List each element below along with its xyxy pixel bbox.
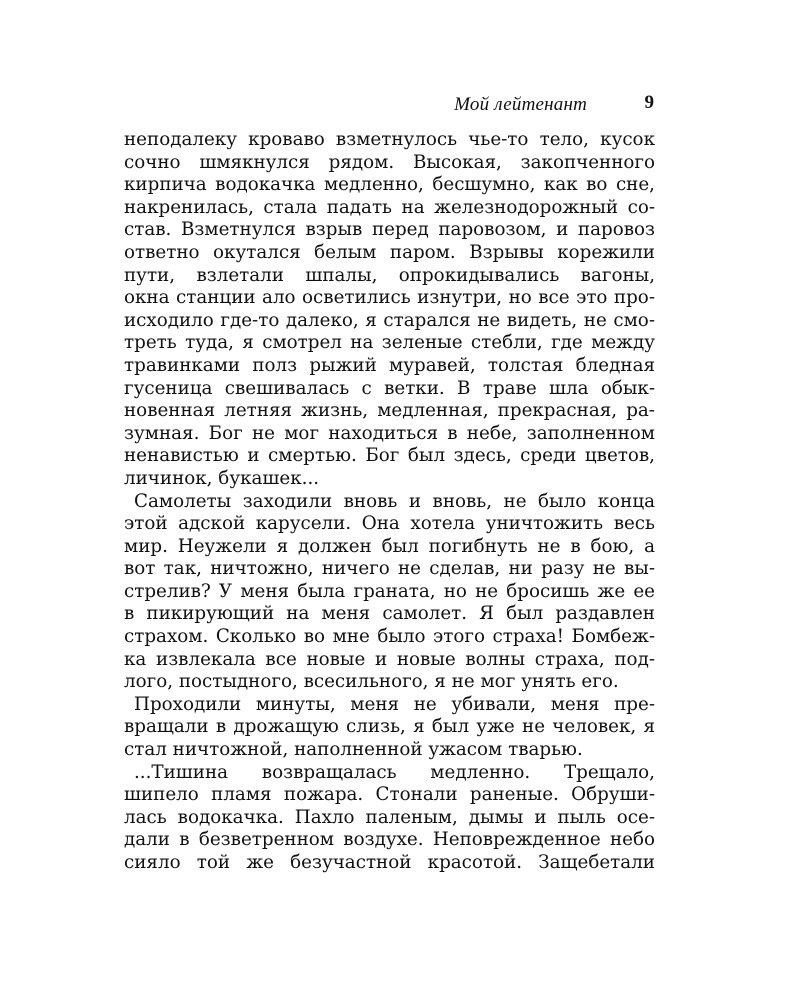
text-line: треть туда, я смотрел на зеленые стебли, где между: [124, 332, 655, 354]
text-line: мир. Неужели я должен был погибнуть не в бою, а: [124, 535, 655, 557]
text-line: окна станции ало осветились изнутри, но все это про-: [124, 287, 655, 309]
text-line: лась водокачка. Пахло паленым, дымы и пыль осе-: [124, 806, 655, 828]
book-page: [124, 92, 655, 875]
text-line: шипело пламя пожара. Стонали раненые. Обруши-: [124, 784, 655, 806]
text-line: сочно шмякнулся рядом. Высокая, закопченного: [124, 151, 655, 173]
body-text: [124, 129, 655, 875]
text-line: ...Тишина возвращалась медленно. Трещало,: [134, 761, 655, 783]
text-line: ответно окутался белым паром. Взрывы корежили: [124, 241, 655, 263]
text-line: ка извлекала все новые и новые волны страха, под-: [124, 648, 655, 670]
text-line: накренилась, стала падать на железнодорожный со-: [124, 196, 655, 218]
text-line: вот так, ничтожно, ничего не сделав, ни разу не вы-: [124, 558, 655, 580]
text-line: травинками полз рыжий муравей, толстая бледная: [124, 354, 655, 376]
text-line: лого, постыдного, всесильного, я не мог унять его.: [124, 671, 619, 693]
text-line: зумная. Бог не мог находиться в небе, заполненном: [124, 422, 655, 444]
text-line: Самолеты заходили вновь и вновь, не было конца: [134, 490, 655, 512]
text-line: исходило где-то далеко, я старался не видеть, не смо-: [124, 309, 655, 331]
running-title: Мой лейтенант: [454, 94, 587, 115]
text-line: личинок, букашек...: [124, 467, 320, 489]
text-line: этой адской карусели. Она хотела уничтожить весь: [124, 513, 655, 535]
text-line: гусеница свешивалась с ветки. В траве шла обык-: [124, 377, 655, 399]
page-number: 9: [644, 92, 654, 113]
text-line: ненавистью и смертью. Бог был здесь, среди цветов,: [124, 445, 655, 467]
text-line: дали в безветренном воздухе. Неповрежденное небо: [124, 829, 655, 851]
text-line: стал ничтожной, наполненной ужасом тварью.: [124, 739, 583, 761]
text-line: сияло той же безучастной красотой. Защебетали: [124, 852, 655, 873]
text-line: неподалеку кроваво взметнулось чье-то тело, кусок: [124, 129, 655, 150]
text-line: Проходили минуты, меня не убивали, меня пре-: [134, 693, 655, 715]
text-line: новенная летняя жизнь, медленная, прекрасная, ра-: [124, 400, 655, 422]
text-line: страхом. Сколько во мне было этого страха! Бомбеж-: [124, 626, 655, 648]
text-line: в пикирующий на меня самолет. Я был раздавлен: [124, 603, 655, 625]
text-line: став. Взметнулся взрыв перед паровозом, и паровоз: [124, 219, 655, 241]
page-header: [124, 92, 655, 124]
text-line: стрелив? У меня была граната, но не бросишь же ее: [124, 580, 655, 602]
text-line: кирпича водокачка медленно, бесшумно, как во сне,: [124, 174, 655, 196]
text-line: пути, взлетали шпалы, опрокидывались вагоны,: [124, 264, 655, 286]
text-line: вращали в дрожащую слизь, я был уже не человек, я: [124, 716, 655, 738]
